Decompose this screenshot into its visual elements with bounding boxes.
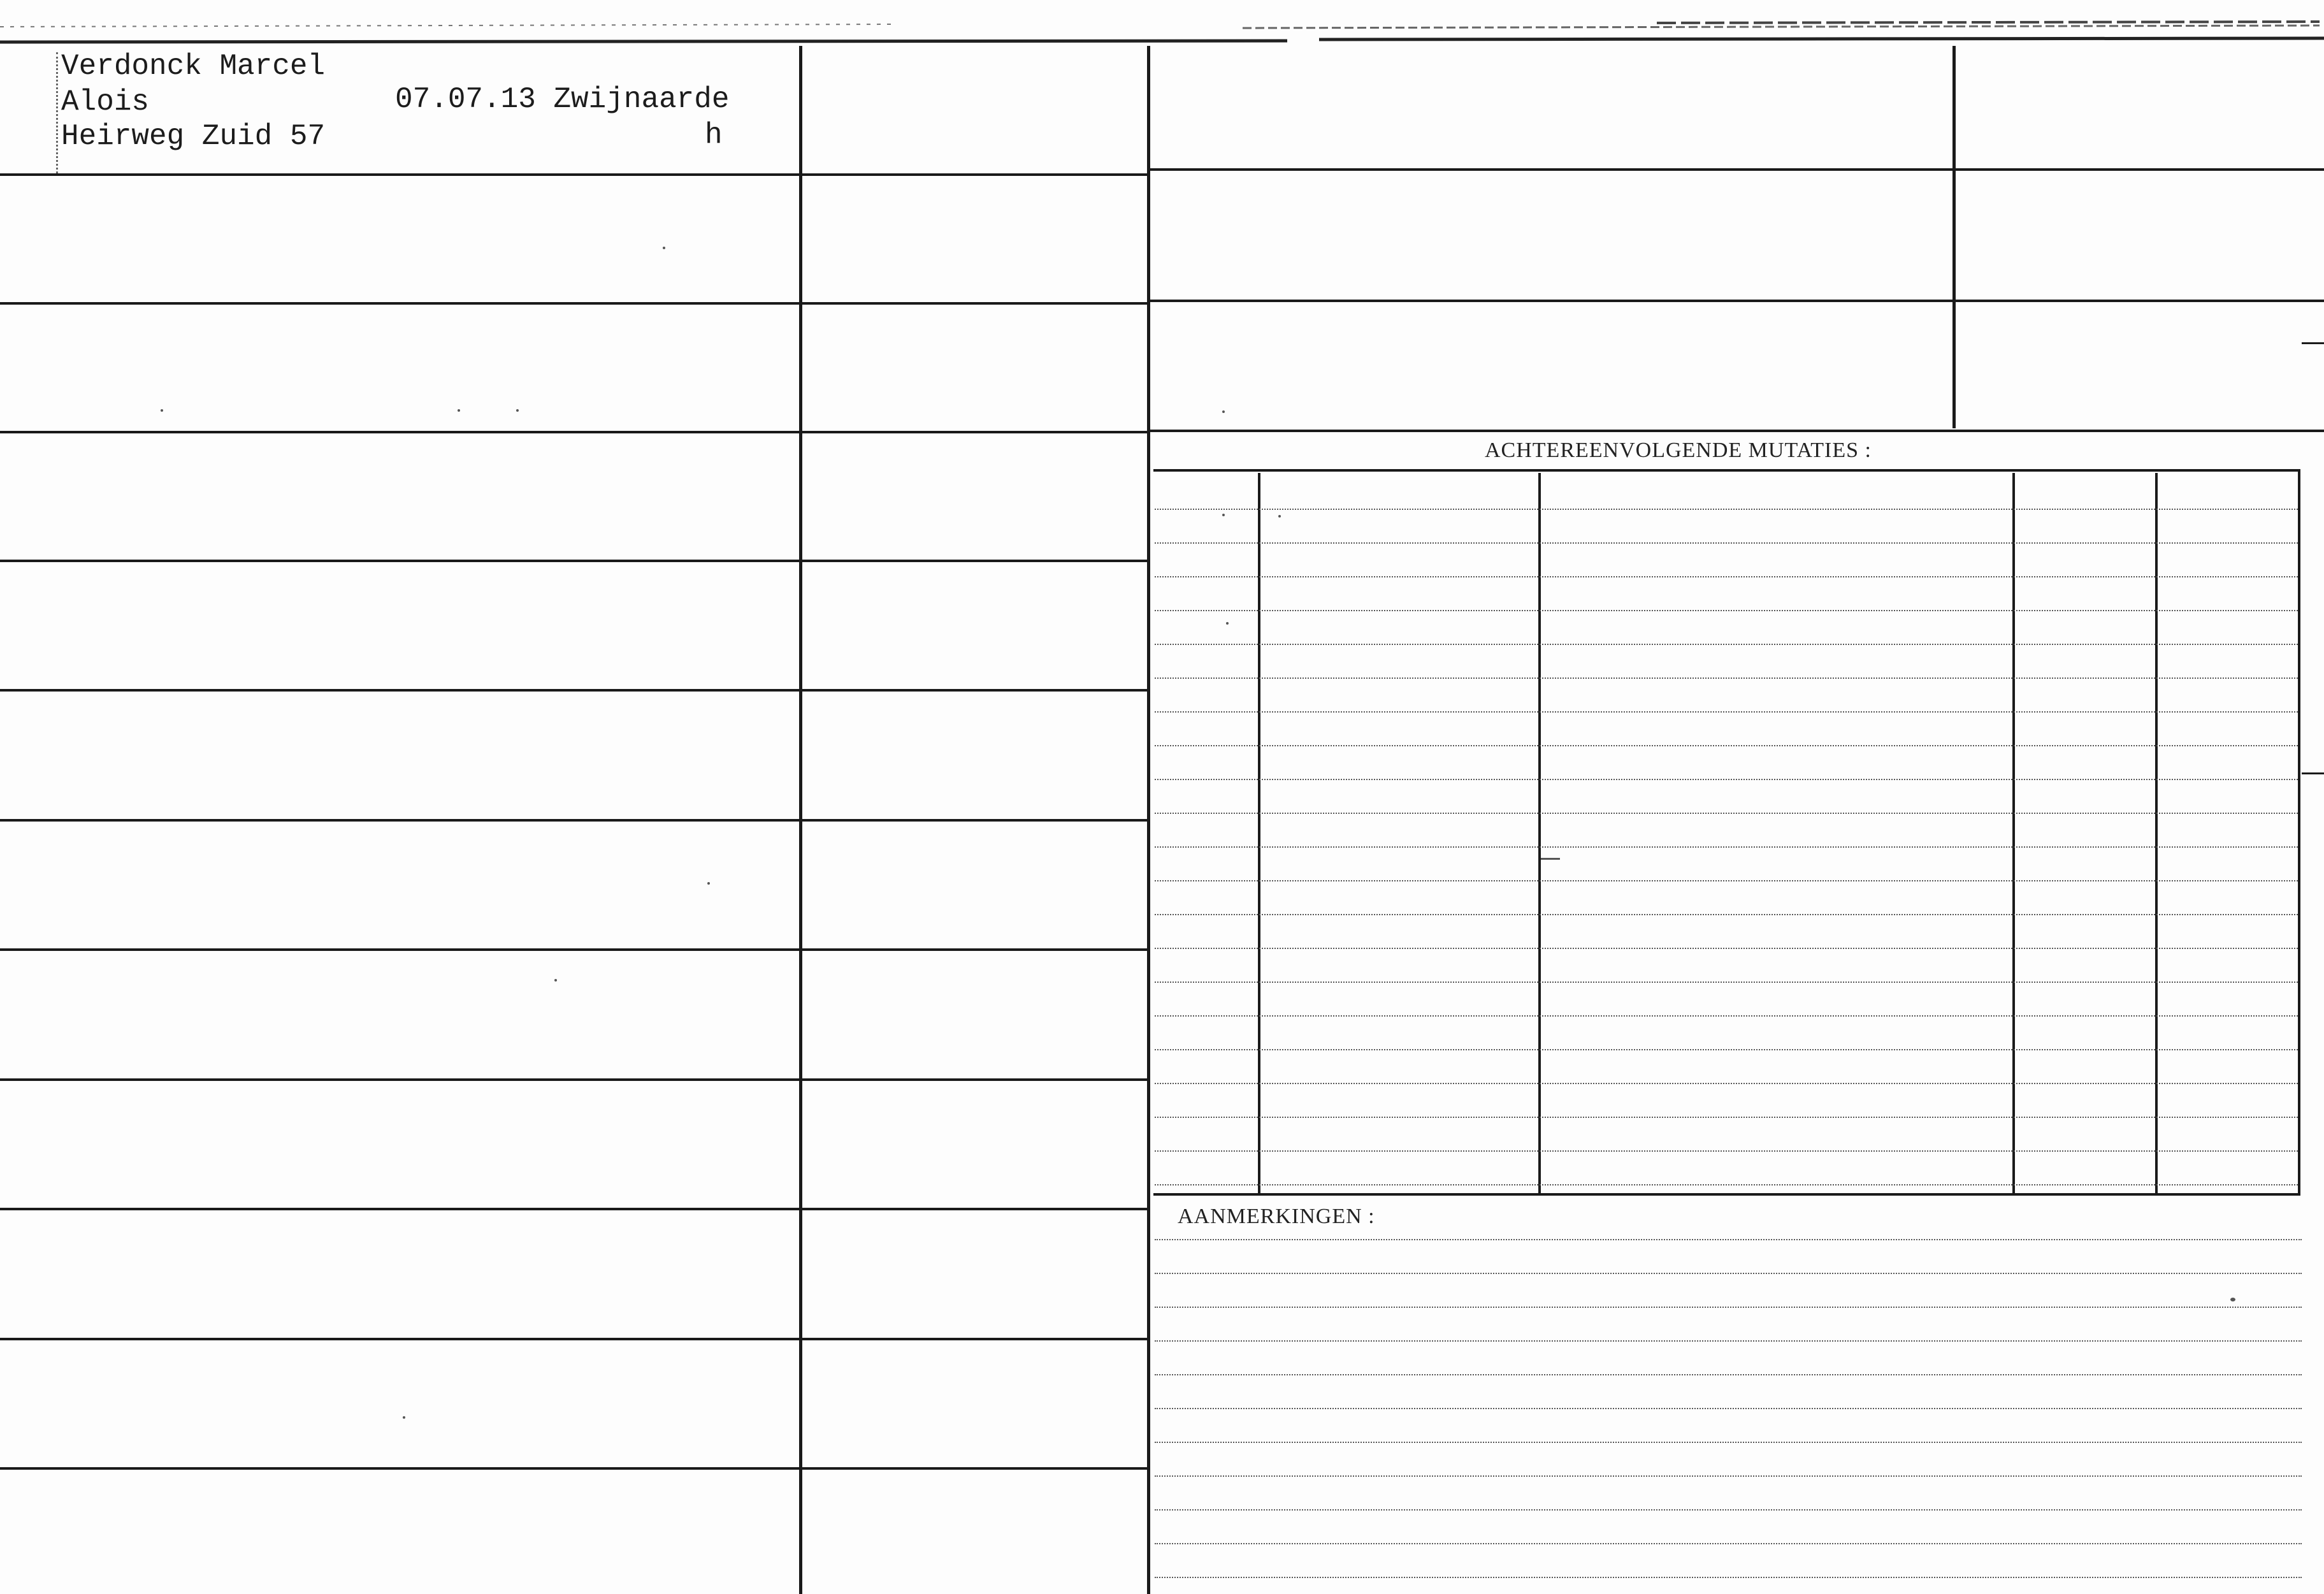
mutations-rule-6 — [1155, 677, 2298, 679]
mutations-rule-19 — [1155, 1117, 2298, 1118]
left-row-line-2 — [0, 302, 1147, 305]
mutations-rule-8 — [1155, 745, 2298, 746]
entry-marker: h — [705, 119, 723, 152]
mutations-rule-3 — [1155, 576, 2298, 577]
scan-speck — [403, 1416, 405, 1419]
left-row-line-9 — [0, 1208, 1147, 1210]
remarks-rule-6 — [1155, 1408, 2302, 1409]
left-row-line-8 — [0, 1078, 1147, 1081]
center-divider — [1147, 46, 1150, 1594]
remarks-rule-3 — [1155, 1307, 2302, 1308]
left-row-line-4 — [0, 560, 1147, 562]
scan-speck — [1226, 622, 1229, 625]
mutations-rule-14 — [1155, 948, 2298, 949]
mutations-rule-5 — [1155, 644, 2298, 645]
birth-date-place: 07.07.13 Zwijnaarde — [395, 83, 730, 116]
mutations-rule-11 — [1155, 846, 2298, 848]
scan-speck — [1222, 410, 1225, 413]
mutations-rule-10 — [1155, 813, 2298, 814]
mutations-rule-4 — [1155, 610, 2298, 611]
mutations-rule-21 — [1155, 1184, 2298, 1185]
person-firstname: Alois — [61, 85, 150, 119]
remarks-rule-2 — [1155, 1273, 2302, 1274]
scan-speck — [1541, 858, 1560, 860]
right-top-line-2 — [1150, 300, 2324, 302]
scan-speck — [516, 409, 519, 412]
remarks-rule-7 — [1155, 1442, 2302, 1443]
right-edge-tick-2 — [2302, 772, 2324, 774]
mutations-col-4 — [2155, 473, 2158, 1193]
scan-speck — [1278, 515, 1281, 518]
scan-artifact-strip — [0, 0, 2324, 45]
mutations-rule-12 — [1155, 880, 2298, 881]
mutations-rule-20 — [1155, 1150, 2298, 1152]
right-top-divider — [1952, 46, 1956, 428]
mutations-bottom-line — [1153, 1193, 2300, 1196]
remarks-rule-8 — [1155, 1475, 2302, 1477]
remarks-title: AANMERKINGEN : — [1178, 1205, 1375, 1228]
remarks-rule-4 — [1155, 1340, 2302, 1342]
scan-speck — [2230, 1298, 2235, 1301]
left-row-line-7 — [0, 948, 1147, 951]
left-row-line-5 — [0, 689, 1147, 692]
right-top-line-3 — [1150, 430, 2324, 432]
mutations-right-edge — [2298, 469, 2300, 1194]
remarks-rule-9 — [1155, 1509, 2302, 1511]
scan-speck — [707, 882, 710, 885]
scan-speck — [663, 247, 665, 249]
mutations-rule-16 — [1155, 1015, 2298, 1017]
left-row-line-3 — [0, 431, 1147, 433]
entry-margin-mark — [56, 52, 58, 173]
scan-speck — [458, 409, 460, 412]
mutations-col-1 — [1258, 473, 1260, 1193]
left-row-line-10 — [0, 1338, 1147, 1340]
mutations-col-2 — [1538, 473, 1541, 1193]
left-row-line-11 — [0, 1467, 1147, 1470]
right-top-line-1 — [1150, 168, 2324, 171]
mutations-rule-9 — [1155, 779, 2298, 780]
left-row-line-6 — [0, 819, 1147, 822]
left-row-line-1 — [0, 173, 1147, 176]
mutations-rule-18 — [1155, 1083, 2298, 1084]
right-edge-tick-1 — [2302, 342, 2324, 344]
mutations-rule-7 — [1155, 711, 2298, 713]
mutations-rule-2 — [1155, 542, 2298, 544]
scan-speck — [161, 409, 163, 412]
remarks-rule-11 — [1155, 1577, 2302, 1578]
scan-speck — [554, 979, 557, 982]
person-name: Verdonck Marcel — [61, 50, 326, 83]
scan-speck — [1222, 514, 1225, 516]
mutations-rule-15 — [1155, 982, 2298, 983]
person-address: Heirweg Zuid 57 — [61, 120, 326, 153]
remarks-rule-1 — [1155, 1239, 2302, 1240]
mutations-col-3 — [2012, 473, 2015, 1193]
remarks-rule-5 — [1155, 1374, 2302, 1375]
mutations-header-line — [1153, 469, 2300, 472]
remarks-rule-10 — [1155, 1543, 2302, 1544]
mutations-rule-13 — [1155, 914, 2298, 915]
mutations-title: ACHTEREENVOLGENDE MUTATIES : — [1485, 438, 1872, 462]
mutations-rule-17 — [1155, 1049, 2298, 1050]
mutations-rule-1 — [1155, 509, 2298, 510]
